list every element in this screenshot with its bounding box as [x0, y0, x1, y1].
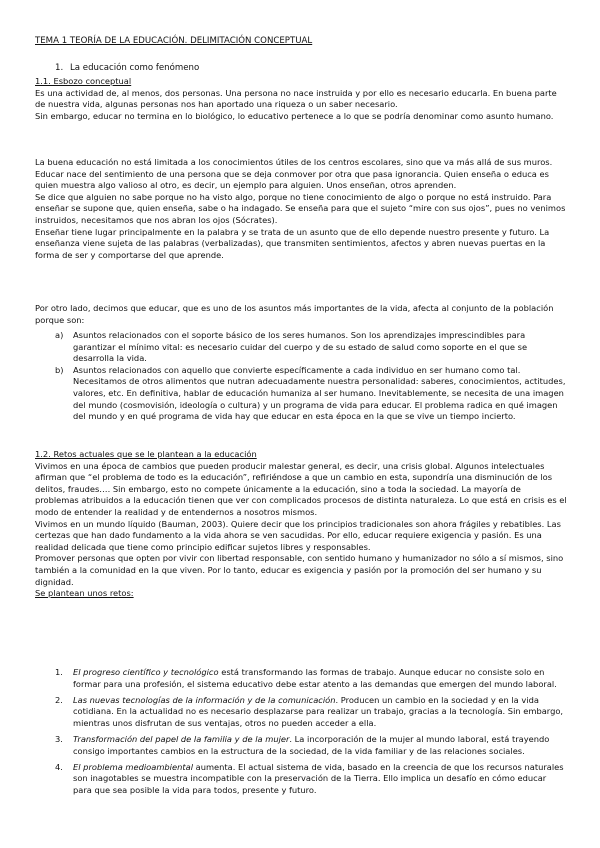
list-item: [55, 667, 567, 690]
list-marker: 3.: [55, 733, 63, 744]
list-marker: 4.: [55, 761, 63, 772]
list-item: [55, 695, 567, 730]
lettered-list: [55, 330, 567, 423]
list-item-text: . La incorporación de la mujer al mundo laboral, está trayendo consigo importantes cambios en la estructura de la sociedad, de la vida familiar y de las relaciones sociales.: [73, 733, 550, 756]
list-item: [55, 734, 567, 757]
document-title: TEMA 1 TEORÍA DE LA EDUCACIÓN. DELIMITACIÓN CONCEPTUAL: [35, 36, 313, 46]
list-marker: a): [55, 330, 64, 340]
paragraph: Promover personas que opten por vivir con libertad responsable, con sentido humano y humanizador no sólo a sí mismos, sino también a la comunidad en la que viven. Por lo tanto, educar es exigencia y pasión por la promoción del ser humano y su dignidad.: [35, 553, 564, 587]
list-marker: b): [55, 364, 64, 375]
list-item-text: Asuntos relacionados con aquello que convierte específicamente a cada individuo en ser humano como tal. Necesitamos de otros alimentos que nutran adecuadamente nuestra personalidad: saberes, conocimientos, actitudes, valores, etc. En definitiva, hablar de educación humaniza al ser humano. Inevitablemente, se necesita de una imagen del mundo (cosmovisión, ideología o cultura) y un programa de vida para educar. El problema radica en qué imagen del mundo y en qué programa de vida hay que educar en esta época en la que se vive un tiempo incierto.: [73, 364, 566, 422]
numbered-list: [55, 667, 567, 801]
list-item-text: aumenta. El actual sistema de vida, basado en la creencia de que los recursos naturales son inagotables se muestra incompatible con la preservación de la Tierra. Ello implica un desafío en cómo educar para que sea posible la vida para todos, presente y futuro.: [73, 761, 564, 795]
paragraph: Por otro lado, decimos que educar, que es uno de los asuntos más importantes de la vida, afecta al conjunto de la población porque son:: [35, 303, 554, 325]
list-marker: 2.: [55, 694, 63, 705]
paragraph: Enseñar tiene lugar principalmente en la palabra y se trata de un asunto que de ello depende nuestro presente y futuro. La enseñanza viene sujeta de las palabras (verbalizadas), que transmiten sentimientos, afectos y abren nuevas puertas en la forma de ser y comportarse del que aprende.: [35, 226, 550, 260]
list-item-lead: El progreso científico y tecnológico: [73, 667, 219, 677]
list-item-text: Asuntos relacionados con el soporte básico de los seres humanos. Son los aprendizajes imprescindibles para garantizar el mínimo vital: es necesario cuidar del cuerpo y de su estado de salud como soporte en el que se desarrolla la vida.: [73, 330, 528, 364]
list-item: [55, 365, 567, 423]
paragraph: Se dice que alguien no sabe porque no ha visto algo, porque no tiene conocimiento de algo o porque no está instruido. Para enseñar se supone que, quien enseña, sabe o ha indagado. Se enseña para que el sujeto “mire con sus ojos”, pues no venimos instruidos, necesitamos que nos abran los ojos (Sócrates).: [35, 191, 566, 225]
section-heading: [55, 63, 199, 75]
list-marker: 1.: [55, 667, 63, 677]
paragraph: Es una actividad de, al menos, dos personas. Una persona no nace instruida y por ello es necesario educarla. En buena parte de nuestra vida, algunas personas nos han aportado una riqueza o un saber necesario.: [35, 87, 557, 110]
subsection-heading: 1.1. Esbozo conceptual: [35, 76, 132, 86]
section-1-1-continued: [35, 157, 567, 261]
retos-label: Se plantean unos retos:: [35, 588, 134, 599]
list-item-lead: El problema medioambiental: [73, 761, 193, 772]
list-item: [55, 762, 567, 797]
paragraph: Sin embargo, educar no termina en lo biológico, lo educativo pertenece a lo que se podría denominar como asunto humano.: [35, 110, 554, 121]
list-item-text: . Producen un cambio en la sociedad y en la vida cotidiana. En la actualidad no es necesario desplazarse para realizar un trabajo, gracias a la tecnología. Sin embargo, mientras unos disfrutan de sus ventajas, otros no pueden acceder a ella.: [73, 694, 564, 728]
section-1-1: [35, 76, 567, 122]
section-number: 1.: [55, 63, 64, 73]
list-item-lead: Transformación del papel de la familia y de la mujer: [73, 733, 290, 744]
list-item-text: está transformando las formas de trabajo. Aunque educar no consiste solo en formar para una profesión, el sistema educativo debe estar atento a las demandas que emergen del mundo laboral.: [73, 667, 557, 689]
paragraph: Vivimos en un mundo líquido (Bauman, 2003). Quiere decir que los principios tradicionales son ahora frágiles y rebatibles. Las certezas que han dado fundamento a la vida ahora se ven sacudidas. Por ello, educar requiere exigencia y pasión. Es una realidad delicada que tiene como principio edificar sujetos libres y responsables.: [35, 518, 561, 552]
intro-paragraph: [35, 303, 567, 326]
paragraph: La buena educación no está limitada a los conocimientos útiles de los centros escolares, sino que va más allá de sus muros.: [35, 157, 553, 167]
list-item-lead: Las nuevas tecnologías de la información y de la comunicación: [73, 694, 336, 705]
section-heading-text: La educación como fenómeno: [70, 63, 200, 73]
paragraph: Educar nace del sentimiento de una persona que se deja conmover por otra que pasa ignorancia. Quien enseña o educa es quien muestra algo valioso al otro, es decir, un ejemplo para alguien. Unos enseñan, otros aprenden.: [35, 168, 549, 191]
list-item: [55, 330, 567, 365]
paragraph: Vivimos en una época de cambios que pueden producir malestar general, es decir, una crisis global. Algunos intelectuales afirman que “el problema de todo es la educación”, refiriéndose a que un cambio en esta, supondría una disminución de los delitos, fraudes…. Sin embargo, esto no compete únicamente a la educación, sino a toda la sociedad. La mayoría de problemas atribuidos a la educación tienen que ver con complicados procesos de distinta naturaleza. Lo que está en crisis es el modo de entender la realidad y de entendernos a nosotros mismos.: [35, 460, 567, 517]
section-1-2: [35, 449, 567, 600]
subsection-heading: 1.2. Retos actuales que se le plantean a la educación: [35, 449, 257, 459]
